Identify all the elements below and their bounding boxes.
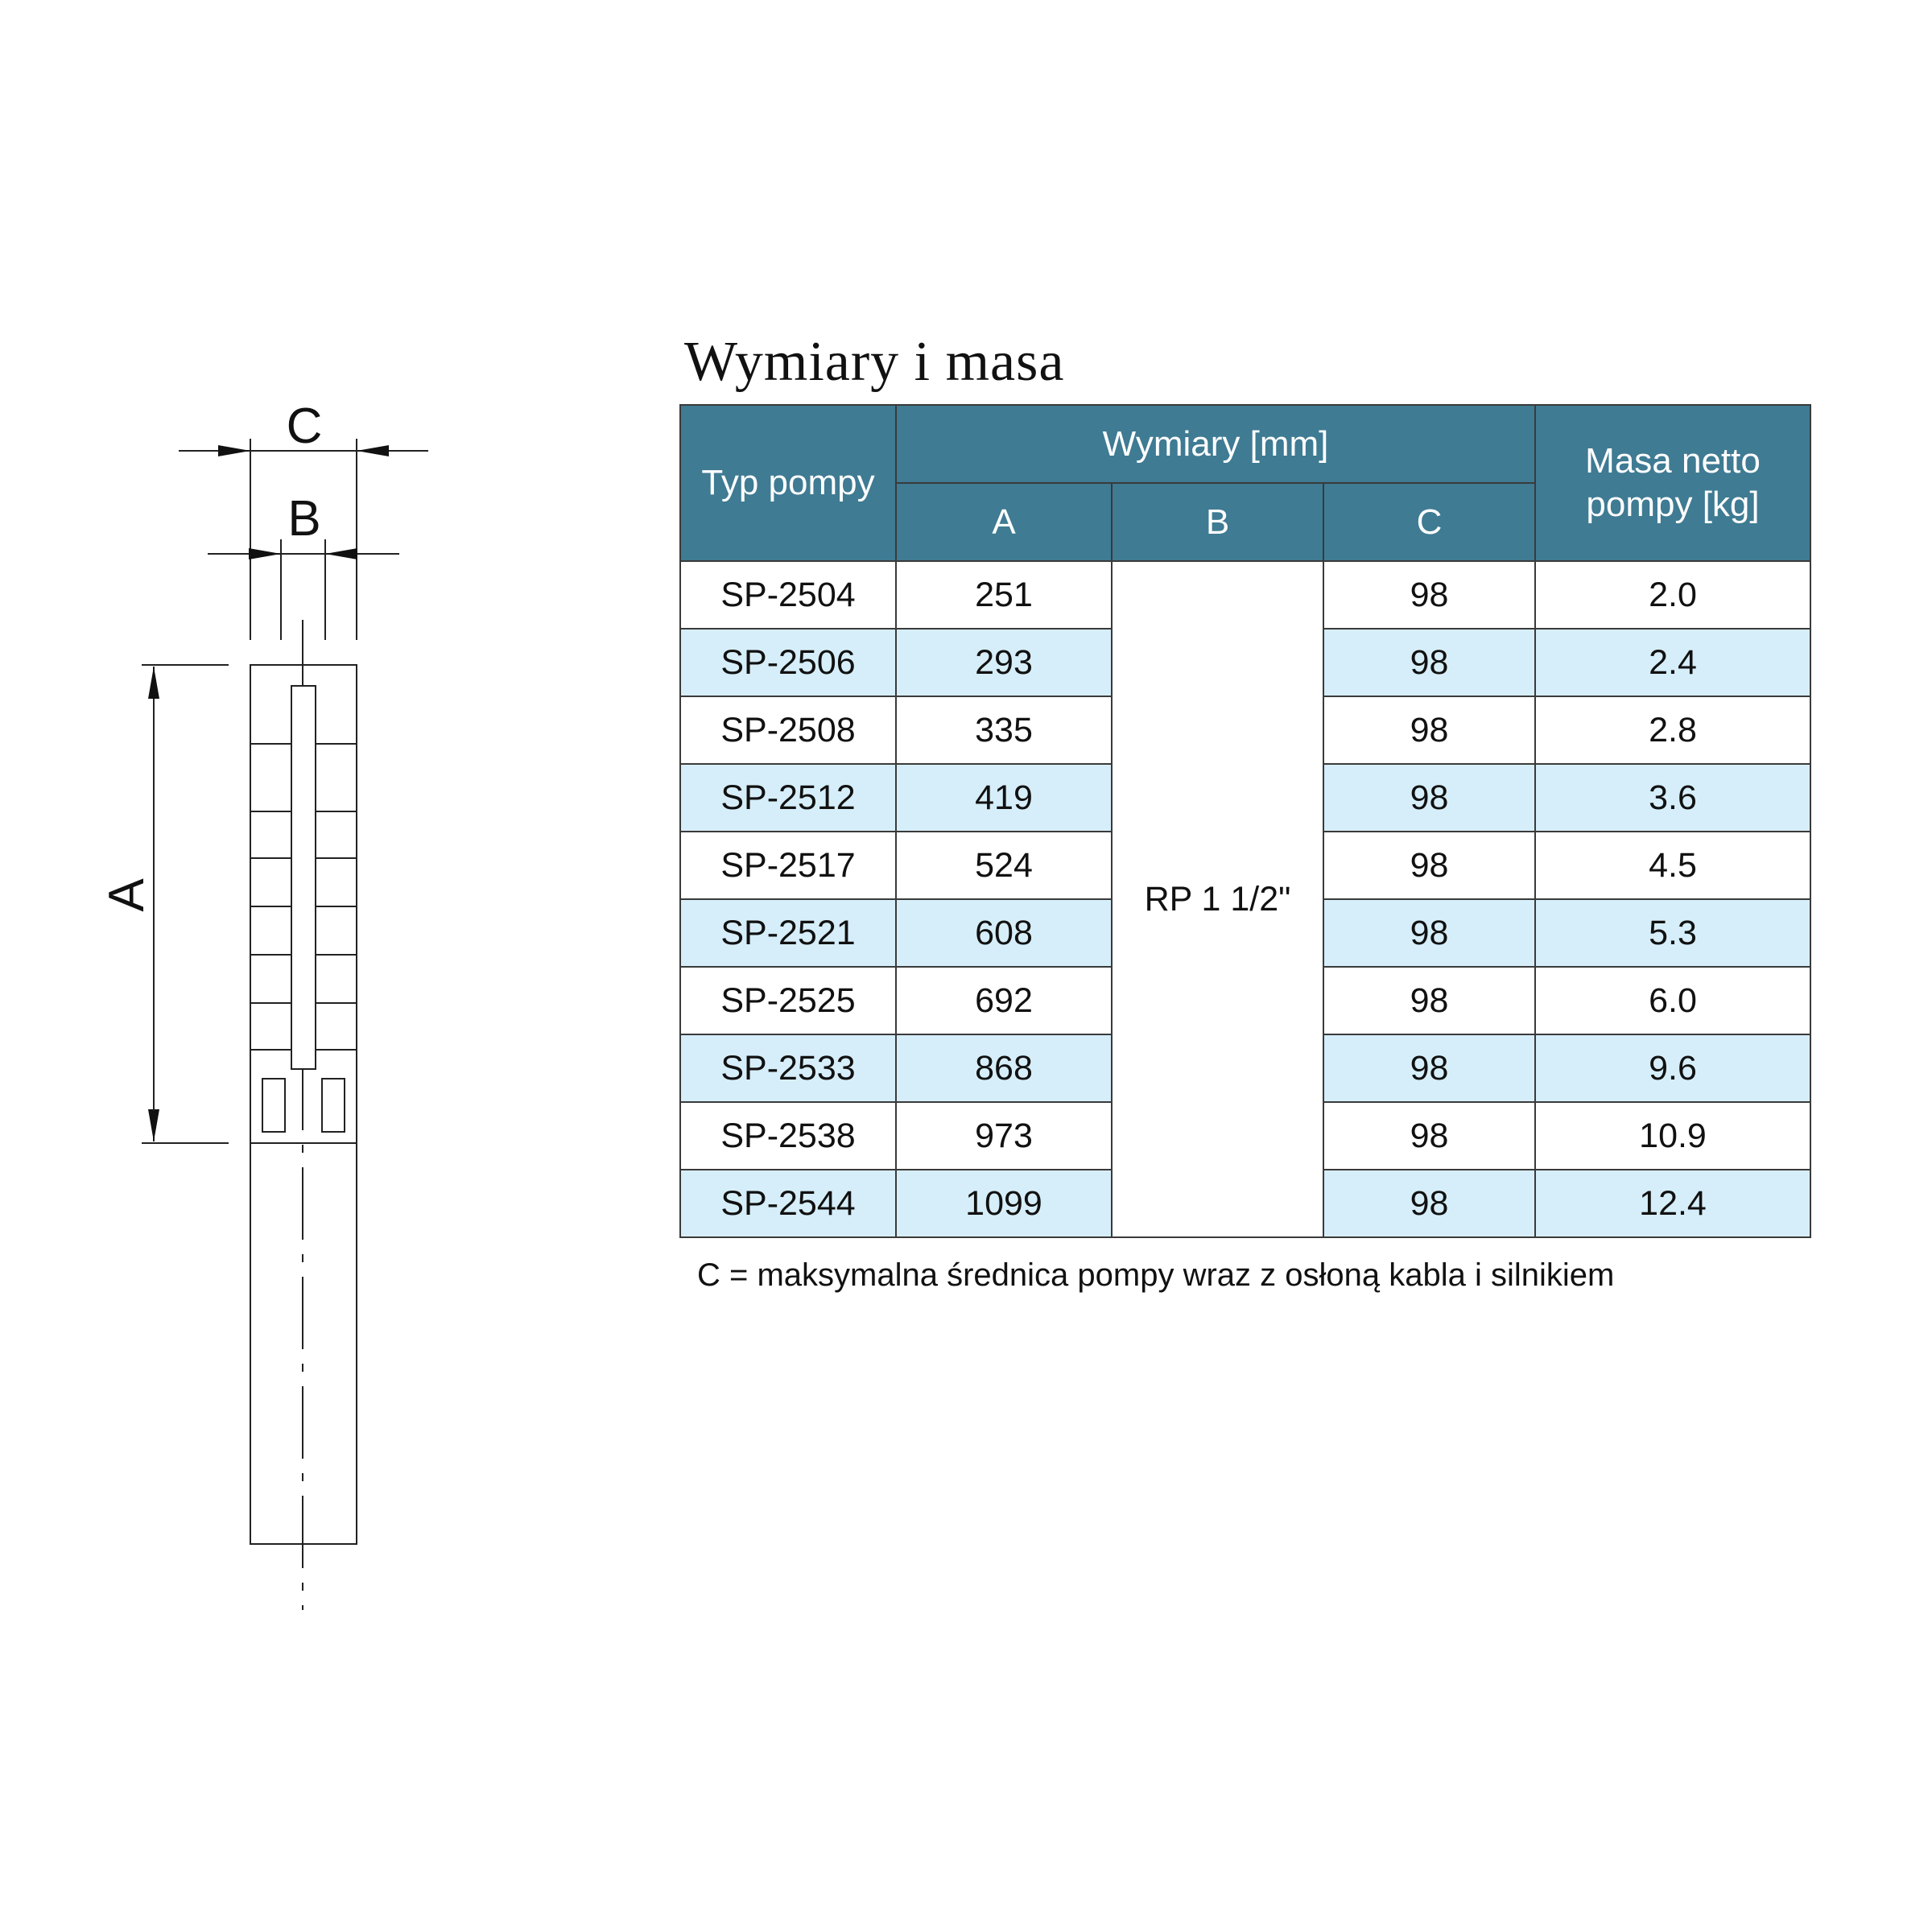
table-row	[680, 561, 1810, 629]
inlet-opening	[322, 1079, 345, 1132]
cell-c: 98	[1323, 629, 1535, 696]
cell-a: 524	[896, 832, 1112, 899]
cell-mass: 12.4	[1535, 1170, 1810, 1237]
cell-type: SP-2521	[680, 899, 896, 967]
header-net-mass-line1: Masa netto	[1585, 441, 1761, 481]
cell-c: 98	[1323, 1034, 1535, 1102]
header-col-b: B	[1112, 483, 1323, 561]
cell-type: SP-2506	[680, 629, 896, 696]
header-col-a: A	[896, 483, 1112, 561]
cell-c: 98	[1323, 899, 1535, 967]
cell-c: 98	[1323, 832, 1535, 899]
cell-mass: 2.8	[1535, 696, 1810, 764]
cell-mass: 2.0	[1535, 561, 1810, 629]
cell-c: 98	[1323, 764, 1535, 832]
header-dimensions: Wymiary [mm]	[896, 405, 1535, 483]
page-title: Wymiary i masa	[684, 331, 1065, 393]
cell-a: 1099	[896, 1170, 1112, 1237]
label-b: B	[287, 491, 321, 547]
cell-a: 692	[896, 967, 1112, 1034]
cell-c: 98	[1323, 696, 1535, 764]
cell-a: 335	[896, 696, 1112, 764]
label-c: C	[286, 398, 323, 454]
cable-guard	[291, 686, 316, 1069]
inlet-opening	[262, 1079, 285, 1132]
dimensions-mass-table	[679, 404, 1811, 1238]
header-net-mass	[1535, 405, 1810, 561]
cell-c: 98	[1323, 1102, 1535, 1170]
cell-type: SP-2504	[680, 561, 896, 629]
cell-mass: 4.5	[1535, 832, 1810, 899]
cell-type: SP-2512	[680, 764, 896, 832]
cell-type: SP-2517	[680, 832, 896, 899]
cell-a: 251	[896, 561, 1112, 629]
footnote: C = maksymalna średnica pompy wraz z osłoną kabla i silnikiem	[697, 1257, 1615, 1293]
cell-mass: 5.3	[1535, 899, 1810, 967]
label-a: A	[99, 878, 155, 912]
header-net-mass-line2: pompy [kg]	[1586, 485, 1760, 524]
cell-a: 608	[896, 899, 1112, 967]
cell-type: SP-2525	[680, 967, 896, 1034]
cell-b-thread: RP 1 1/2"	[1112, 561, 1323, 1237]
cell-mass: 10.9	[1535, 1102, 1810, 1170]
cell-a: 419	[896, 764, 1112, 832]
cell-mass: 2.4	[1535, 629, 1810, 696]
cell-type: SP-2508	[680, 696, 896, 764]
cell-type: SP-2533	[680, 1034, 896, 1102]
cell-mass: 3.6	[1535, 764, 1810, 832]
header-col-c: C	[1323, 483, 1535, 561]
cell-a: 973	[896, 1102, 1112, 1170]
cell-mass: 9.6	[1535, 1034, 1810, 1102]
header-pump-type: Typ pompy	[680, 405, 896, 561]
cell-mass: 6.0	[1535, 967, 1810, 1034]
cell-c: 98	[1323, 561, 1535, 629]
cell-c: 98	[1323, 967, 1535, 1034]
cell-type: SP-2544	[680, 1170, 896, 1237]
cell-type: SP-2538	[680, 1102, 896, 1170]
cell-a: 868	[896, 1034, 1112, 1102]
cell-c: 98	[1323, 1170, 1535, 1237]
cell-a: 293	[896, 629, 1112, 696]
